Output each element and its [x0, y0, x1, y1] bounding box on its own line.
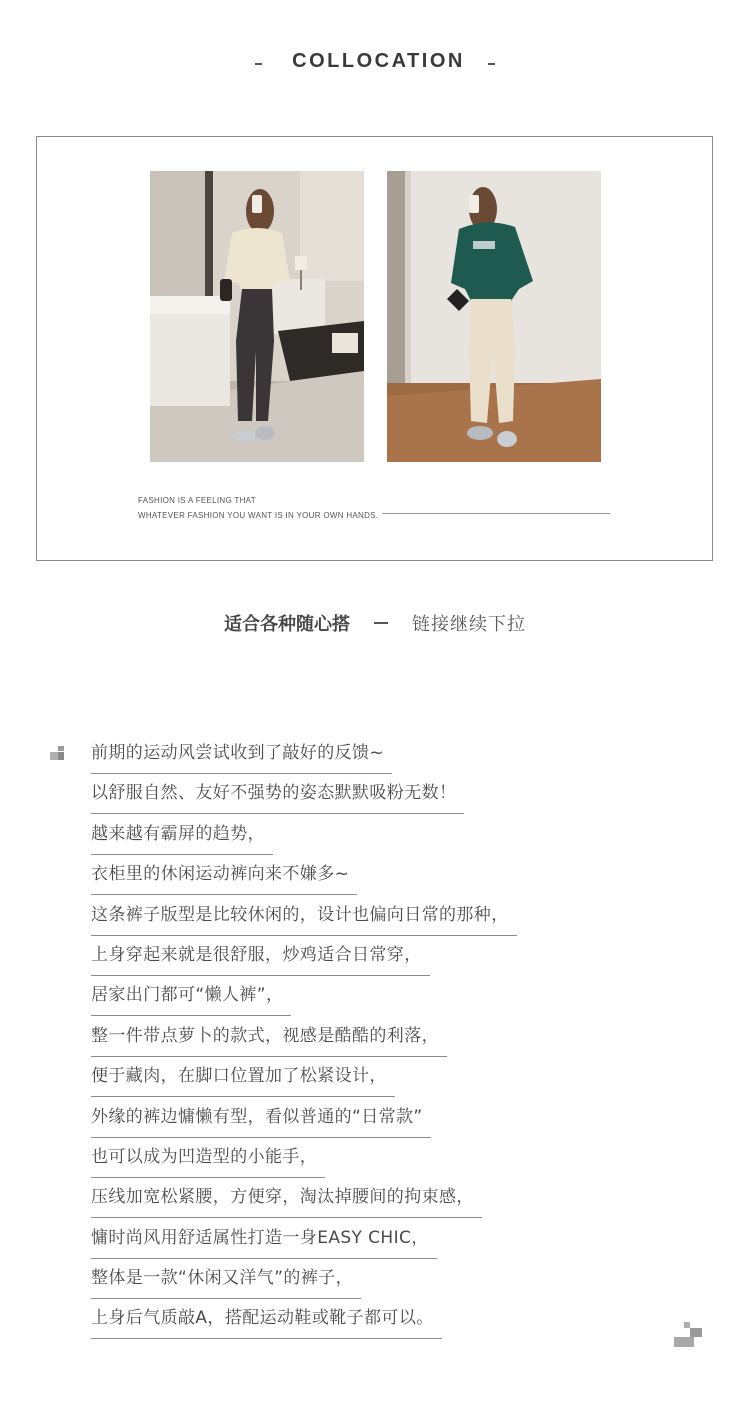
description-line: 整体是一款“休闲又洋气”的裤子，: [91, 1258, 361, 1299]
fashion-tagline: [138, 493, 378, 523]
tagline-divider: [382, 513, 610, 514]
list-item: [91, 854, 517, 894]
section-header: [0, 44, 750, 78]
subhead-left: 适合各种随心搭: [224, 614, 350, 635]
description-line: 外缘的裤边慵懒有型，看似普通的“日常款”: [91, 1097, 431, 1138]
header-dash-left: [255, 63, 262, 65]
description-line: 以舒服自然、友好不强势的姿态默默吸粉无数！: [91, 773, 464, 814]
list-item: [91, 1056, 517, 1096]
pixel-corner-icon: [48, 746, 66, 764]
description-line: 慵时尚风用舒适属性打造一身EASY CHIC，: [91, 1218, 437, 1259]
subhead-separator: [374, 622, 388, 624]
description-line: 上身后气质敲A，搭配运动鞋或靴子都可以。: [91, 1298, 442, 1339]
list-item: [91, 1097, 517, 1137]
list-item: [91, 1016, 517, 1056]
tagline-line-1: FASHION IS A FEELING THAT: [138, 496, 256, 505]
sub-heading: [0, 610, 750, 636]
description-line: 前期的运动风尝试收到了敲好的反馈~: [91, 733, 392, 774]
subhead-right: 链接继续下拉: [412, 614, 526, 635]
description-line: 上身穿起来就是很舒服，炒鸡适合日常穿，: [91, 935, 430, 976]
list-item: [91, 935, 517, 975]
description-list: [91, 733, 517, 1339]
description-line: 越来越有霸屏的趋势，: [91, 814, 273, 855]
outfit-photo-1: [150, 171, 364, 462]
description-line: 居家出门都可“懒人裤”，: [91, 975, 291, 1016]
outfit-photo-2: [387, 171, 601, 462]
tagline-line-2: WHATEVER FASHION YOU WANT IS IN YOUR OWN HANDS.: [138, 511, 379, 520]
list-item: [91, 1137, 517, 1177]
list-item: [91, 773, 517, 813]
description-line: 整一件带点萝卜的款式，视感是酷酷的利落，: [91, 1016, 447, 1057]
list-item: [91, 1258, 517, 1298]
list-item: [91, 1177, 517, 1217]
description-line: 也可以成为凹造型的小能手，: [91, 1137, 325, 1178]
page-title: COLLOCATION: [292, 49, 465, 72]
list-item: [91, 895, 517, 935]
list-item: [91, 733, 517, 773]
description-line: 这条裤子版型是比较休闲的，设计也偏向日常的那种，: [91, 895, 517, 936]
description-line: 衣柜里的休闲运动裤向来不嫌多~: [91, 854, 357, 895]
list-item: [91, 814, 517, 854]
description-line: 压线加宽松紧腰，方便穿，淘汰掉腰间的拘束感，: [91, 1177, 482, 1218]
header-dash-right: [488, 63, 495, 65]
list-item: [91, 1298, 517, 1338]
collocation-frame: [36, 136, 713, 561]
list-item: [91, 975, 517, 1015]
pixel-corner-icon: [672, 1322, 704, 1350]
description-line: 便于藏肉，在脚口位置加了松紧设计，: [91, 1056, 395, 1097]
list-item: [91, 1218, 517, 1258]
